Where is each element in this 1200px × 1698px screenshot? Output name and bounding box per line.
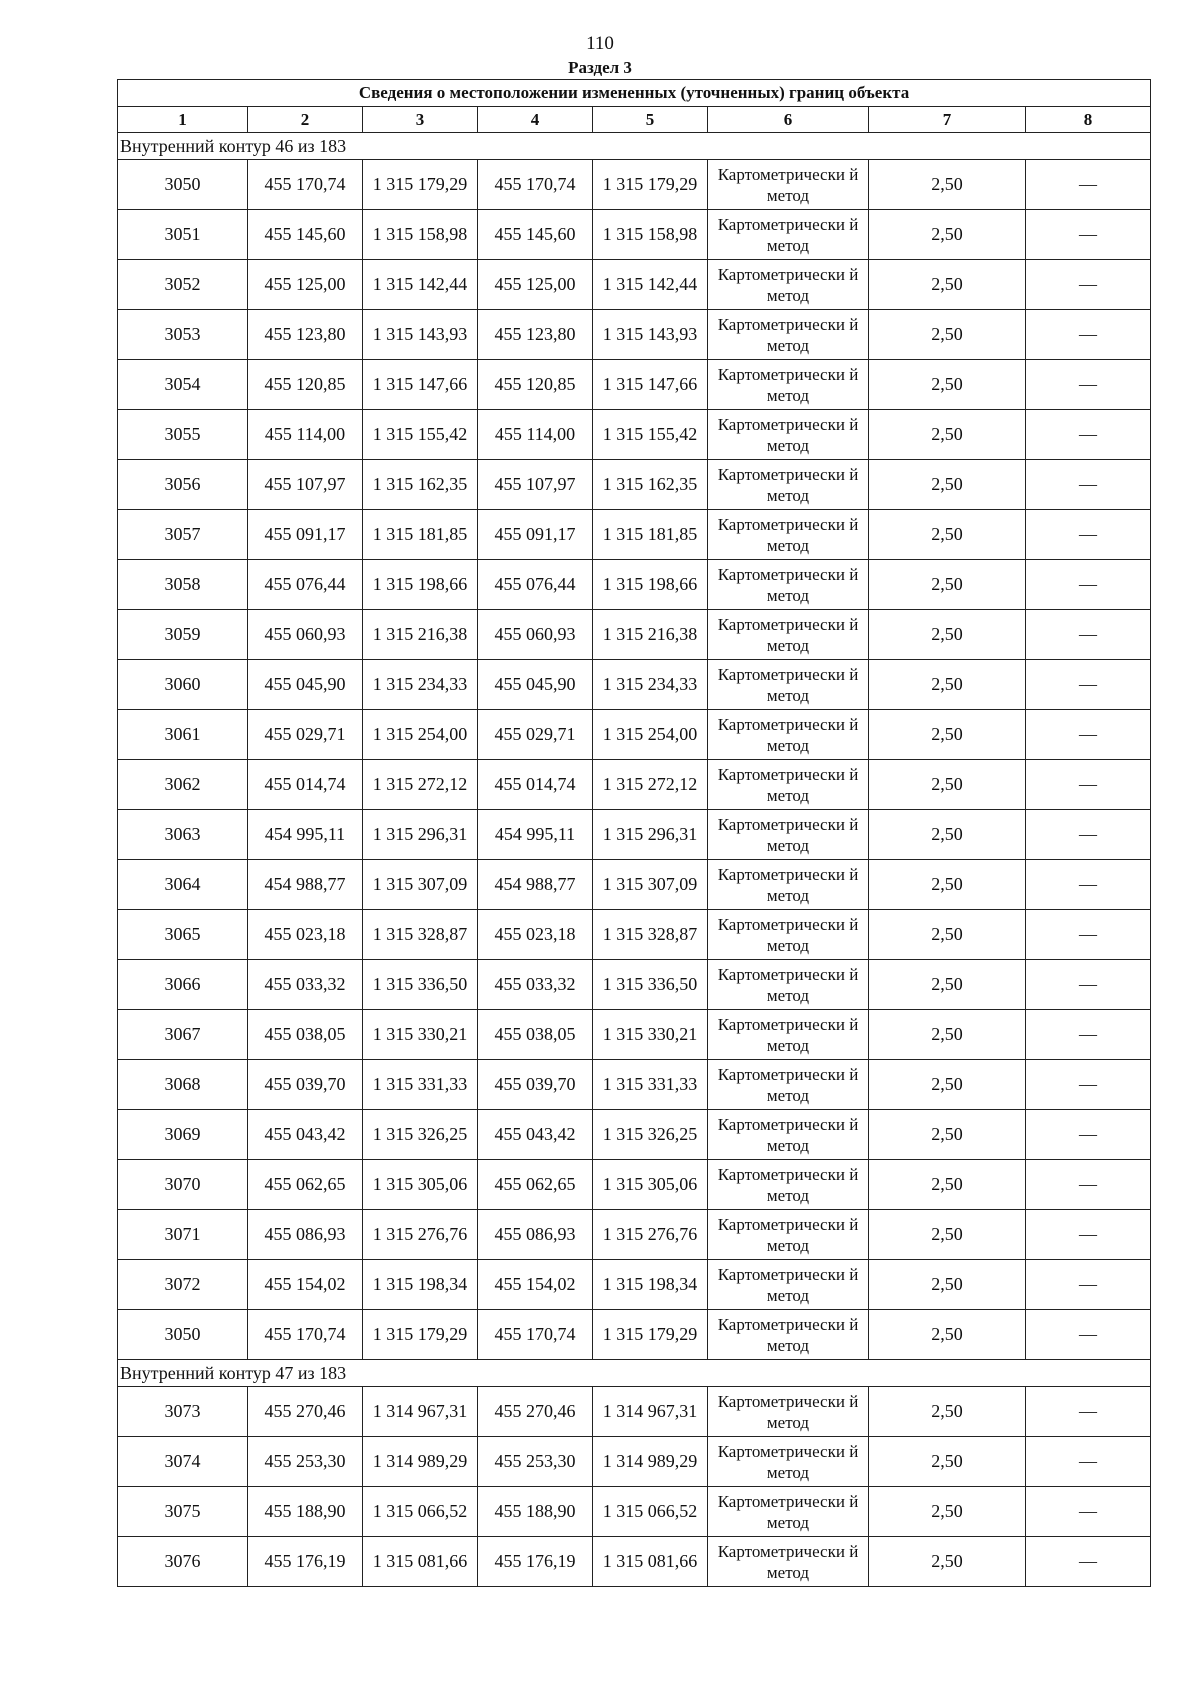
method-cell: Картометрически й метод	[708, 310, 869, 360]
description-cell: —	[1026, 260, 1151, 310]
description-cell: —	[1026, 910, 1151, 960]
method-cell: Картометрически й метод	[708, 1437, 869, 1487]
x-new-cell: 455 060,93	[478, 610, 593, 660]
y-existing-cell: 1 315 198,66	[363, 560, 478, 610]
accuracy-cell: 2,50	[869, 1060, 1026, 1110]
x-existing-cell: 455 170,74	[248, 160, 363, 210]
y-new-cell: 1 315 179,29	[593, 160, 708, 210]
x-new-cell: 454 995,11	[478, 810, 593, 860]
column-number-header: 2	[248, 107, 363, 133]
method-cell: Картометрически й метод	[708, 610, 869, 660]
method-cell: Картометрически й метод	[708, 510, 869, 560]
table-row	[118, 1310, 1151, 1360]
y-new-cell: 1 315 143,93	[593, 310, 708, 360]
y-existing-cell: 1 315 330,21	[363, 1010, 478, 1060]
table-caption-row	[118, 80, 1151, 107]
y-existing-cell: 1 315 143,93	[363, 310, 478, 360]
table-row	[118, 460, 1151, 510]
x-new-cell: 455 188,90	[478, 1487, 593, 1537]
x-new-cell: 455 170,74	[478, 1310, 593, 1360]
x-existing-cell: 455 023,18	[248, 910, 363, 960]
column-number-header: 8	[1026, 107, 1151, 133]
y-existing-cell: 1 315 162,35	[363, 460, 478, 510]
description-cell: —	[1026, 1160, 1151, 1210]
table-row	[118, 360, 1151, 410]
table-row	[118, 610, 1151, 660]
x-new-cell: 455 043,42	[478, 1110, 593, 1160]
x-new-cell: 455 023,18	[478, 910, 593, 960]
point-number-cell: 3051	[118, 210, 248, 260]
description-cell: —	[1026, 1260, 1151, 1310]
method-cell: Картометрически й метод	[708, 1260, 869, 1310]
point-number-cell: 3076	[118, 1537, 248, 1587]
accuracy-cell: 2,50	[869, 510, 1026, 560]
description-cell: —	[1026, 810, 1151, 860]
column-number-header: 3	[363, 107, 478, 133]
x-existing-cell: 455 086,93	[248, 1210, 363, 1260]
method-cell: Картометрически й метод	[708, 1310, 869, 1360]
description-cell: —	[1026, 760, 1151, 810]
y-existing-cell: 1 315 147,66	[363, 360, 478, 410]
x-new-cell: 455 039,70	[478, 1060, 593, 1110]
table-row	[118, 1060, 1151, 1110]
accuracy-cell: 2,50	[869, 1010, 1026, 1060]
table-caption: Сведения о местоположении измененных (уточненных) границ объекта	[118, 80, 1151, 107]
point-number-cell: 3070	[118, 1160, 248, 1210]
table-row	[118, 560, 1151, 610]
x-existing-cell: 455 091,17	[248, 510, 363, 560]
accuracy-cell: 2,50	[869, 1160, 1026, 1210]
accuracy-cell: 2,50	[869, 1387, 1026, 1437]
x-existing-cell: 454 995,11	[248, 810, 363, 860]
method-cell: Картометрически й метод	[708, 910, 869, 960]
description-cell: —	[1026, 660, 1151, 710]
table-row	[118, 810, 1151, 860]
y-existing-cell: 1 315 179,29	[363, 1310, 478, 1360]
accuracy-cell: 2,50	[869, 1487, 1026, 1537]
description-cell: —	[1026, 1537, 1151, 1587]
method-cell: Картометрически й метод	[708, 1010, 869, 1060]
x-existing-cell: 455 039,70	[248, 1060, 363, 1110]
method-cell: Картометрически й метод	[708, 1160, 869, 1210]
table-row	[118, 860, 1151, 910]
method-cell: Картометрически й метод	[708, 960, 869, 1010]
y-new-cell: 1 315 066,52	[593, 1487, 708, 1537]
accuracy-cell: 2,50	[869, 1437, 1026, 1487]
x-new-cell: 455 086,93	[478, 1210, 593, 1260]
table-row	[118, 160, 1151, 210]
y-existing-cell: 1 315 081,66	[363, 1537, 478, 1587]
description-cell: —	[1026, 1487, 1151, 1537]
point-number-cell: 3056	[118, 460, 248, 510]
accuracy-cell: 2,50	[869, 560, 1026, 610]
y-new-cell: 1 314 967,31	[593, 1387, 708, 1437]
x-existing-cell: 455 014,74	[248, 760, 363, 810]
boundary-coordinates-table	[117, 79, 1151, 1587]
method-cell: Картометрически й метод	[708, 660, 869, 710]
table-row	[118, 1160, 1151, 1210]
x-new-cell: 455 120,85	[478, 360, 593, 410]
x-existing-cell: 455 145,60	[248, 210, 363, 260]
description-cell: —	[1026, 1210, 1151, 1260]
x-existing-cell: 455 043,42	[248, 1110, 363, 1160]
accuracy-cell: 2,50	[869, 810, 1026, 860]
method-cell: Картометрически й метод	[708, 1110, 869, 1160]
y-new-cell: 1 315 179,29	[593, 1310, 708, 1360]
table-row	[118, 960, 1151, 1010]
table-row	[118, 510, 1151, 560]
y-new-cell: 1 315 142,44	[593, 260, 708, 310]
x-existing-cell: 455 114,00	[248, 410, 363, 460]
table-row	[118, 310, 1151, 360]
y-existing-cell: 1 315 066,52	[363, 1487, 478, 1537]
x-existing-cell: 455 029,71	[248, 710, 363, 760]
description-cell: —	[1026, 360, 1151, 410]
y-existing-cell: 1 315 276,76	[363, 1210, 478, 1260]
description-cell: —	[1026, 210, 1151, 260]
column-number-header: 7	[869, 107, 1026, 133]
point-number-cell: 3059	[118, 610, 248, 660]
y-new-cell: 1 315 198,66	[593, 560, 708, 610]
description-cell: —	[1026, 1010, 1151, 1060]
description-cell: —	[1026, 460, 1151, 510]
table-row	[118, 1110, 1151, 1160]
x-new-cell: 455 114,00	[478, 410, 593, 460]
accuracy-cell: 2,50	[869, 610, 1026, 660]
contour-group-title: Внутренний контур 47 из 183	[118, 1360, 1151, 1387]
point-number-cell: 3073	[118, 1387, 248, 1437]
point-number-cell: 3072	[118, 1260, 248, 1310]
page-number: 110	[586, 33, 614, 54]
accuracy-cell: 2,50	[869, 260, 1026, 310]
accuracy-cell: 2,50	[869, 910, 1026, 960]
x-new-cell: 455 123,80	[478, 310, 593, 360]
table-row	[118, 1387, 1151, 1437]
y-new-cell: 1 315 305,06	[593, 1160, 708, 1210]
y-existing-cell: 1 315 305,06	[363, 1160, 478, 1210]
method-cell: Картометрически й метод	[708, 1537, 869, 1587]
method-cell: Картометрически й метод	[708, 410, 869, 460]
y-new-cell: 1 315 081,66	[593, 1537, 708, 1587]
y-new-cell: 1 315 276,76	[593, 1210, 708, 1260]
x-new-cell: 455 170,74	[478, 160, 593, 210]
x-new-cell: 455 038,05	[478, 1010, 593, 1060]
point-number-cell: 3063	[118, 810, 248, 860]
description-cell: —	[1026, 710, 1151, 760]
point-number-cell: 3069	[118, 1110, 248, 1160]
section-title: Раздел 3	[568, 58, 632, 77]
column-number-header: 4	[478, 107, 593, 133]
point-number-cell: 3054	[118, 360, 248, 410]
y-existing-cell: 1 315 307,09	[363, 860, 478, 910]
point-number-cell: 3066	[118, 960, 248, 1010]
method-cell: Картометрически й метод	[708, 460, 869, 510]
accuracy-cell: 2,50	[869, 1537, 1026, 1587]
y-new-cell: 1 315 216,38	[593, 610, 708, 660]
y-existing-cell: 1 314 967,31	[363, 1387, 478, 1437]
description-cell: —	[1026, 1437, 1151, 1487]
x-existing-cell: 455 125,00	[248, 260, 363, 310]
table-row	[118, 1260, 1151, 1310]
description-cell: —	[1026, 1110, 1151, 1160]
description-cell: —	[1026, 1060, 1151, 1110]
x-existing-cell: 455 038,05	[248, 1010, 363, 1060]
x-existing-cell: 455 170,74	[248, 1310, 363, 1360]
y-existing-cell: 1 315 158,98	[363, 210, 478, 260]
x-existing-cell: 455 176,19	[248, 1537, 363, 1587]
x-existing-cell: 455 107,97	[248, 460, 363, 510]
x-existing-cell: 454 988,77	[248, 860, 363, 910]
point-number-cell: 3060	[118, 660, 248, 710]
method-cell: Картометрически й метод	[708, 260, 869, 310]
x-new-cell: 455 125,00	[478, 260, 593, 310]
y-new-cell: 1 315 328,87	[593, 910, 708, 960]
x-existing-cell: 455 270,46	[248, 1387, 363, 1437]
description-cell: —	[1026, 160, 1151, 210]
y-new-cell: 1 315 331,33	[593, 1060, 708, 1110]
y-existing-cell: 1 315 326,25	[363, 1110, 478, 1160]
y-new-cell: 1 315 296,31	[593, 810, 708, 860]
y-existing-cell: 1 315 234,33	[363, 660, 478, 710]
accuracy-cell: 2,50	[869, 460, 1026, 510]
table-row	[118, 910, 1151, 960]
x-existing-cell: 455 123,80	[248, 310, 363, 360]
point-number-cell: 3055	[118, 410, 248, 460]
description-cell: —	[1026, 960, 1151, 1010]
description-cell: —	[1026, 860, 1151, 910]
table-row	[118, 1437, 1151, 1487]
description-cell: —	[1026, 1387, 1151, 1437]
y-new-cell: 1 315 198,34	[593, 1260, 708, 1310]
accuracy-cell: 2,50	[869, 410, 1026, 460]
y-new-cell: 1 315 272,12	[593, 760, 708, 810]
x-new-cell: 455 076,44	[478, 560, 593, 610]
point-number-cell: 3058	[118, 560, 248, 610]
contour-group-row	[118, 133, 1151, 160]
y-new-cell: 1 315 147,66	[593, 360, 708, 410]
description-cell: —	[1026, 310, 1151, 360]
method-cell: Картометрически й метод	[708, 1060, 869, 1110]
y-existing-cell: 1 315 272,12	[363, 760, 478, 810]
column-number-header: 6	[708, 107, 869, 133]
x-existing-cell: 455 076,44	[248, 560, 363, 610]
method-cell: Картометрически й метод	[708, 810, 869, 860]
x-existing-cell: 455 253,30	[248, 1437, 363, 1487]
point-number-cell: 3068	[118, 1060, 248, 1110]
y-existing-cell: 1 315 331,33	[363, 1060, 478, 1110]
method-cell: Картометрически й метод	[708, 860, 869, 910]
y-new-cell: 1 315 326,25	[593, 1110, 708, 1160]
x-new-cell: 455 253,30	[478, 1437, 593, 1487]
table-row	[118, 1210, 1151, 1260]
point-number-cell: 3074	[118, 1437, 248, 1487]
point-number-cell: 3050	[118, 160, 248, 210]
x-new-cell: 455 033,32	[478, 960, 593, 1010]
x-new-cell: 455 107,97	[478, 460, 593, 510]
y-new-cell: 1 315 336,50	[593, 960, 708, 1010]
y-existing-cell: 1 315 142,44	[363, 260, 478, 310]
y-new-cell: 1 315 181,85	[593, 510, 708, 560]
column-number-row	[118, 107, 1151, 133]
accuracy-cell: 2,50	[869, 360, 1026, 410]
y-existing-cell: 1 314 989,29	[363, 1437, 478, 1487]
y-new-cell: 1 315 254,00	[593, 710, 708, 760]
column-number-header: 1	[118, 107, 248, 133]
point-number-cell: 3053	[118, 310, 248, 360]
accuracy-cell: 2,50	[869, 860, 1026, 910]
x-existing-cell: 455 045,90	[248, 660, 363, 710]
y-existing-cell: 1 315 296,31	[363, 810, 478, 860]
point-number-cell: 3050	[118, 1310, 248, 1360]
y-existing-cell: 1 315 328,87	[363, 910, 478, 960]
method-cell: Картометрически й метод	[708, 160, 869, 210]
y-new-cell: 1 314 989,29	[593, 1437, 708, 1487]
description-cell: —	[1026, 610, 1151, 660]
x-new-cell: 455 176,19	[478, 1537, 593, 1587]
table-row	[118, 760, 1151, 810]
table-row	[118, 210, 1151, 260]
accuracy-cell: 2,50	[869, 1260, 1026, 1310]
point-number-cell: 3057	[118, 510, 248, 560]
description-cell: —	[1026, 510, 1151, 560]
y-new-cell: 1 315 307,09	[593, 860, 708, 910]
x-new-cell: 455 014,74	[478, 760, 593, 810]
table-row	[118, 1537, 1151, 1587]
x-new-cell: 455 045,90	[478, 660, 593, 710]
description-cell: —	[1026, 560, 1151, 610]
x-existing-cell: 455 120,85	[248, 360, 363, 410]
method-cell: Картометрически й метод	[708, 1387, 869, 1437]
method-cell: Картометрически й метод	[708, 710, 869, 760]
point-number-cell: 3062	[118, 760, 248, 810]
accuracy-cell: 2,50	[869, 210, 1026, 260]
table-row	[118, 260, 1151, 310]
description-cell: —	[1026, 410, 1151, 460]
y-existing-cell: 1 315 179,29	[363, 160, 478, 210]
table-row	[118, 410, 1151, 460]
method-cell: Картометрически й метод	[708, 560, 869, 610]
table-body	[118, 133, 1151, 1587]
table-row	[118, 1487, 1151, 1537]
accuracy-cell: 2,50	[869, 1310, 1026, 1360]
accuracy-cell: 2,50	[869, 160, 1026, 210]
x-new-cell: 455 270,46	[478, 1387, 593, 1437]
accuracy-cell: 2,50	[869, 760, 1026, 810]
y-new-cell: 1 315 162,35	[593, 460, 708, 510]
accuracy-cell: 2,50	[869, 660, 1026, 710]
accuracy-cell: 2,50	[869, 310, 1026, 360]
point-number-cell: 3061	[118, 710, 248, 760]
contour-group-row	[118, 1360, 1151, 1387]
point-number-cell: 3075	[118, 1487, 248, 1537]
x-new-cell: 455 029,71	[478, 710, 593, 760]
accuracy-cell: 2,50	[869, 710, 1026, 760]
x-existing-cell: 455 033,32	[248, 960, 363, 1010]
x-existing-cell: 455 062,65	[248, 1160, 363, 1210]
y-existing-cell: 1 315 198,34	[363, 1260, 478, 1310]
point-number-cell: 3067	[118, 1010, 248, 1060]
accuracy-cell: 2,50	[869, 960, 1026, 1010]
y-new-cell: 1 315 234,33	[593, 660, 708, 710]
table-row	[118, 710, 1151, 760]
y-new-cell: 1 315 158,98	[593, 210, 708, 260]
y-new-cell: 1 315 330,21	[593, 1010, 708, 1060]
y-existing-cell: 1 315 336,50	[363, 960, 478, 1010]
x-new-cell: 455 091,17	[478, 510, 593, 560]
method-cell: Картометрически й метод	[708, 210, 869, 260]
method-cell: Картометрически й метод	[708, 1210, 869, 1260]
x-new-cell: 455 062,65	[478, 1160, 593, 1210]
x-new-cell: 455 145,60	[478, 210, 593, 260]
contour-group-title: Внутренний контур 46 из 183	[118, 133, 1151, 160]
accuracy-cell: 2,50	[869, 1110, 1026, 1160]
x-new-cell: 455 154,02	[478, 1260, 593, 1310]
y-existing-cell: 1 315 254,00	[363, 710, 478, 760]
method-cell: Картометрически й метод	[708, 1487, 869, 1537]
x-existing-cell: 455 188,90	[248, 1487, 363, 1537]
description-cell: —	[1026, 1310, 1151, 1360]
accuracy-cell: 2,50	[869, 1210, 1026, 1260]
y-existing-cell: 1 315 216,38	[363, 610, 478, 660]
x-new-cell: 454 988,77	[478, 860, 593, 910]
point-number-cell: 3052	[118, 260, 248, 310]
point-number-cell: 3065	[118, 910, 248, 960]
y-new-cell: 1 315 155,42	[593, 410, 708, 460]
y-existing-cell: 1 315 181,85	[363, 510, 478, 560]
table-row	[118, 1010, 1151, 1060]
point-number-cell: 3064	[118, 860, 248, 910]
table-row	[118, 660, 1151, 710]
point-number-cell: 3071	[118, 1210, 248, 1260]
method-cell: Картометрически й метод	[708, 760, 869, 810]
y-existing-cell: 1 315 155,42	[363, 410, 478, 460]
x-existing-cell: 455 154,02	[248, 1260, 363, 1310]
column-number-header: 5	[593, 107, 708, 133]
method-cell: Картометрически й метод	[708, 360, 869, 410]
x-existing-cell: 455 060,93	[248, 610, 363, 660]
